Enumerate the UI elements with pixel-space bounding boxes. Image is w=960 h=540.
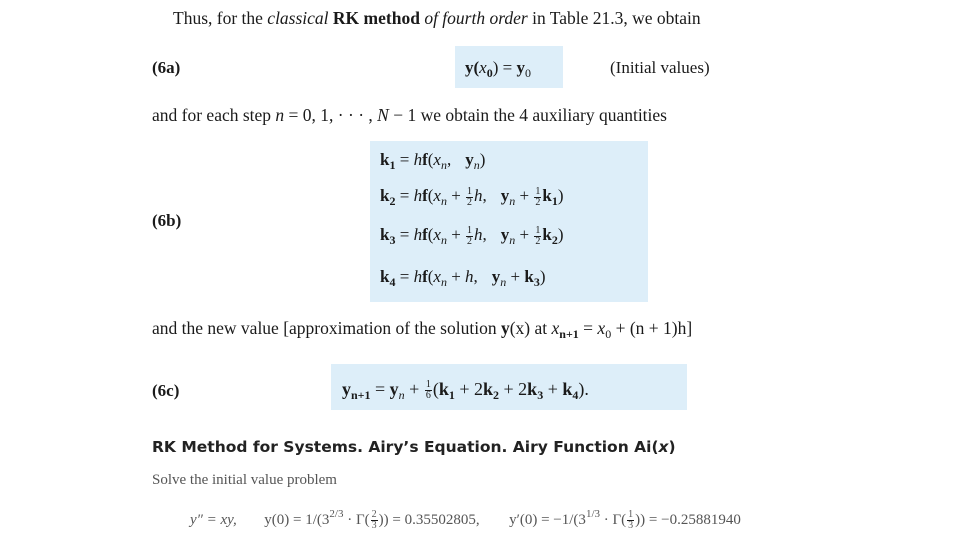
eq6b-yplus: + (506, 267, 525, 286)
intro-rk-method: RK method (332, 8, 420, 28)
eq6b-xn-sub: n (440, 233, 447, 247)
ivp-yp0-mid: · Γ( (600, 512, 627, 528)
eq6b-eq: = (395, 186, 414, 205)
eq6c-y: y (342, 379, 351, 399)
eq6b-yn: y (500, 225, 510, 244)
intro-pre: Thus, for the (173, 8, 268, 28)
ivp-y0-pre: y(0) = 1/(3 (264, 512, 330, 528)
nv-x-sub: n+1 (559, 327, 579, 341)
ivp-y0-mid: · Γ( (343, 512, 370, 528)
eq6b-yn-sub: n (500, 275, 507, 289)
eq6c-k1: k (438, 379, 449, 399)
ivp-yp0-frac (627, 510, 634, 531)
eq6c-formula (342, 379, 589, 403)
ivp-yp0-pre: y′(0) = −1/(3 (509, 512, 586, 528)
eq6b-xfrac (466, 226, 473, 247)
eq6b-label: (6b) (152, 211, 182, 230)
eq6c-y-sub: n+1 (351, 388, 371, 402)
nv-x: x (551, 318, 560, 338)
eq6b-k-var: k (380, 150, 390, 169)
eq6b-h: h (413, 186, 423, 205)
eq6b-open: ( (427, 225, 434, 244)
eq6b-kk-sub: 2 (551, 233, 558, 247)
eq6b-yfrac-den: 2 (535, 235, 541, 247)
eq6b-yfrac (534, 187, 541, 208)
eq6b-xplus: + (446, 267, 466, 286)
eq6b-open: ( (427, 186, 434, 205)
eq6b-comma: , (473, 267, 478, 286)
heading-pre: RK Method for Systems. Airy’s Equation. Airy Function Ai( (152, 438, 659, 456)
eq6c-p3: + (543, 379, 563, 399)
eq6c-p1: + 2 (454, 379, 483, 399)
eq6a-formula (465, 58, 531, 81)
eq6b-kk: k (542, 186, 552, 205)
eq6b-yfrac-num: 1 (535, 185, 541, 197)
eq6b-row (380, 225, 564, 248)
step-post: − 1 we obtain the 4 auxiliary quantities (388, 105, 667, 125)
eq6c-plus: + (404, 379, 424, 399)
eq6b-xn: x (433, 150, 441, 169)
eq6a-note: (Initial values) (610, 58, 710, 77)
eq6b-k-sub: 1 (389, 158, 396, 172)
nv-y: y (500, 318, 510, 338)
eq6b-yn: y (500, 186, 510, 205)
eq6a-rhs: y (516, 58, 525, 77)
eq6b-comma: , (482, 225, 487, 244)
eq6b-k-sub: 3 (389, 233, 396, 247)
heading-x: x (658, 438, 669, 456)
nv-post: + (n + 1)h] (611, 318, 693, 338)
eq6b-h: h (413, 267, 423, 286)
eq6b-k-var: k (380, 267, 390, 286)
step-N: N (377, 105, 389, 125)
eq6c-k4: k (562, 379, 573, 399)
ivp-y0-fn: 2 (371, 509, 377, 521)
eq6a-x0-sub: 0 (486, 66, 493, 80)
eq6b-f: f (422, 267, 428, 286)
step-mid: = 0, 1, · · · , (284, 105, 378, 125)
eq6c-eq: = (370, 379, 390, 399)
eq6b-eq: = (395, 150, 414, 169)
eq6b-eq: = (395, 225, 414, 244)
nv-x0-sub: 0 (605, 327, 612, 341)
eq6a-mid: ) = (492, 58, 517, 77)
ivp-yp0-fn: 1 (628, 509, 634, 521)
eq6b-close: ) (539, 267, 546, 286)
heading-post: ) (668, 438, 676, 456)
eq6c-label: (6c) (152, 381, 180, 400)
eq6b-f: f (422, 150, 428, 169)
ivp-y0-exp: 2/3 (329, 508, 344, 520)
ivp-yp0-fd: 3 (628, 520, 634, 532)
eq6c-k4-sub: 4 (572, 388, 579, 402)
step-pre: and for each step (152, 105, 276, 125)
eq6b-xfrac-den: 2 (467, 235, 473, 247)
new-value-text (152, 318, 692, 342)
eq6c-k3-sub: 3 (537, 388, 544, 402)
intro-post: in Table 21.3, we obtain (527, 8, 701, 28)
eq6b-xfrac (466, 187, 473, 208)
ivp-ode: y″ = xy, (190, 512, 237, 528)
eq6c-yn: y (389, 379, 399, 399)
eq6b-xplus: + (446, 186, 466, 205)
intro-classical: classical (267, 8, 329, 28)
eq6b-yn-sub: n (509, 194, 516, 208)
eq6b-xfrac-den: 2 (467, 196, 473, 208)
eq6b-xfrac-num: 1 (467, 185, 473, 197)
ivp-y0-post: )) = 0.35502805, (378, 512, 480, 528)
ivp-line (190, 508, 741, 531)
eq6b-yfrac-den: 2 (535, 196, 541, 208)
eq6b-kk-sub: 1 (551, 194, 558, 208)
eq6b-xplus: , (446, 150, 452, 169)
eq6c-frac-num: 1 (425, 379, 431, 391)
intro-of-fourth-order: of fourth order (424, 8, 528, 28)
eq6c-frac-den: 6 (425, 390, 431, 402)
eq6b-yn-sub: n (509, 233, 516, 247)
eq6b-yfrac (534, 226, 541, 247)
intro-line (173, 8, 701, 29)
eq6c-frac (425, 380, 432, 401)
eq6b-kk: k (524, 267, 534, 286)
solve-text: Solve the initial value problem (152, 472, 337, 488)
eq6b-xh: h (474, 186, 483, 205)
eq6b-row (380, 267, 546, 290)
eq6b-xplus: + (446, 225, 466, 244)
eq6b-xh: h (474, 225, 483, 244)
eq6b-open: ( (427, 150, 434, 169)
eq6b-h: h (413, 150, 423, 169)
eq6b-xn-sub: n (440, 275, 447, 289)
eq6c-k2-sub: 2 (493, 388, 500, 402)
eq6b-xfrac-num: 1 (467, 224, 473, 236)
eq6a-x0: x (479, 58, 487, 77)
eq6c-yn-sub: n (398, 388, 405, 402)
eq6b-comma: , (482, 186, 487, 205)
eq6b-xn: x (433, 225, 441, 244)
eq6b-xn: x (433, 267, 441, 286)
eq6b-yn: y (465, 150, 474, 169)
ivp-y0-frac (371, 510, 378, 531)
eq6b-yfrac-num: 1 (535, 224, 541, 236)
eq6c-k1-sub: 1 (448, 388, 455, 402)
step-n: n (275, 105, 285, 125)
eq6b-xn-sub: n (440, 158, 447, 172)
nv-yx: (x) (509, 318, 531, 338)
eq6b-close: ) (479, 150, 486, 169)
eq6b-close: ) (557, 186, 564, 205)
eq6b-open: ( (427, 267, 434, 286)
section-heading (152, 438, 676, 456)
eq6b-yplus: + (515, 186, 534, 205)
eq6b-f: f (422, 225, 428, 244)
eq6b-k-sub: 4 (389, 275, 396, 289)
ivp-y0-fd: 3 (371, 520, 377, 532)
eq6b-f: f (422, 186, 428, 205)
nv-x0: x (597, 318, 606, 338)
step-text (152, 105, 667, 126)
eq6b-xn: x (433, 186, 441, 205)
eq6b-xn-sub: n (440, 194, 447, 208)
eq6b-h: h (413, 225, 423, 244)
nv-eq: = (578, 318, 598, 338)
nv-at: at (530, 318, 552, 338)
eq6b-close: ) (557, 225, 564, 244)
eq6c-k2: k (483, 379, 494, 399)
eq6c-p2: + 2 (499, 379, 528, 399)
eq6a-rhs-sub: 0 (524, 66, 531, 80)
eq6a-label: (6a) (152, 58, 181, 77)
eq6b-row (380, 186, 564, 209)
eq6c-close: ). (578, 379, 589, 399)
eq6b-kk-sub: 3 (533, 275, 540, 289)
eq6c-k3: k (527, 379, 538, 399)
eq6b-eq: = (395, 267, 414, 286)
eq6b-yplus: + (515, 225, 534, 244)
ivp-yp0-post: )) = −0.25881940 (635, 512, 741, 528)
eq6a-lhs: y( (465, 58, 480, 77)
nv-pre: and the new value [approximation of the solution (152, 318, 501, 338)
eq6b-k-var: k (380, 225, 390, 244)
eq6b-yn-sub: n (473, 158, 480, 172)
eq6b-row (380, 150, 485, 173)
eq6c-open: ( (432, 379, 439, 399)
eq6b-kk: k (542, 225, 552, 244)
eq6b-xh: h (465, 267, 474, 286)
eq6b-k-sub: 2 (389, 194, 396, 208)
eq6b-yn: y (491, 267, 501, 286)
ivp-yp0-exp: 1/3 (585, 508, 600, 520)
eq6b-k-var: k (380, 186, 390, 205)
